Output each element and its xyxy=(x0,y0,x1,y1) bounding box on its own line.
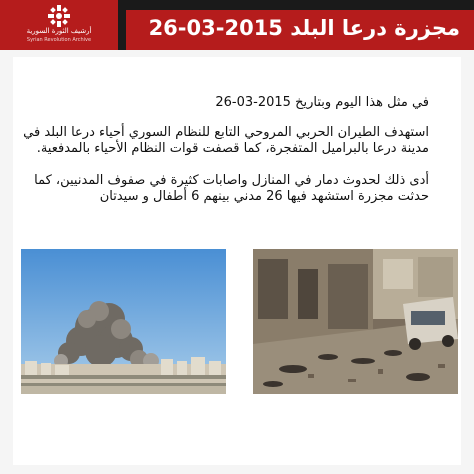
archive-logo xyxy=(0,0,118,50)
content-panel xyxy=(13,57,461,465)
paragraph-attack: استهدف الطيران الحربي المروحي التابع للنظام السوري أحياء درعا البلد في مدينة درعا بالبراميل المتفجرة، كما قصفت قوات النظام الأحياء بالمدفعية. xyxy=(23,125,429,156)
logo-english-text: Syrian Revolution Archive xyxy=(26,37,92,43)
paragraph-casualties: أدى ذلك لحدوث دمار في المنازل واصابات كثيرة في صفوف المدنيين، كما حدثت مجزرة استشهد فيها 26 مدني بينهم 6 أطفال و سيدتان xyxy=(34,173,429,204)
photo-smoke-over-city xyxy=(21,249,226,394)
page-title: مجزرة درعا البلد 2015-03-26 xyxy=(148,16,460,40)
logo-arabic-text: أرشيف الثورة السورية xyxy=(26,27,92,35)
photo-street-destruction xyxy=(253,249,458,394)
logo-emblem-icon xyxy=(48,5,70,27)
title-bar xyxy=(126,10,474,50)
date-line: في مثل هذا اليوم وبتاريخ 2015-03-26 xyxy=(215,95,429,110)
